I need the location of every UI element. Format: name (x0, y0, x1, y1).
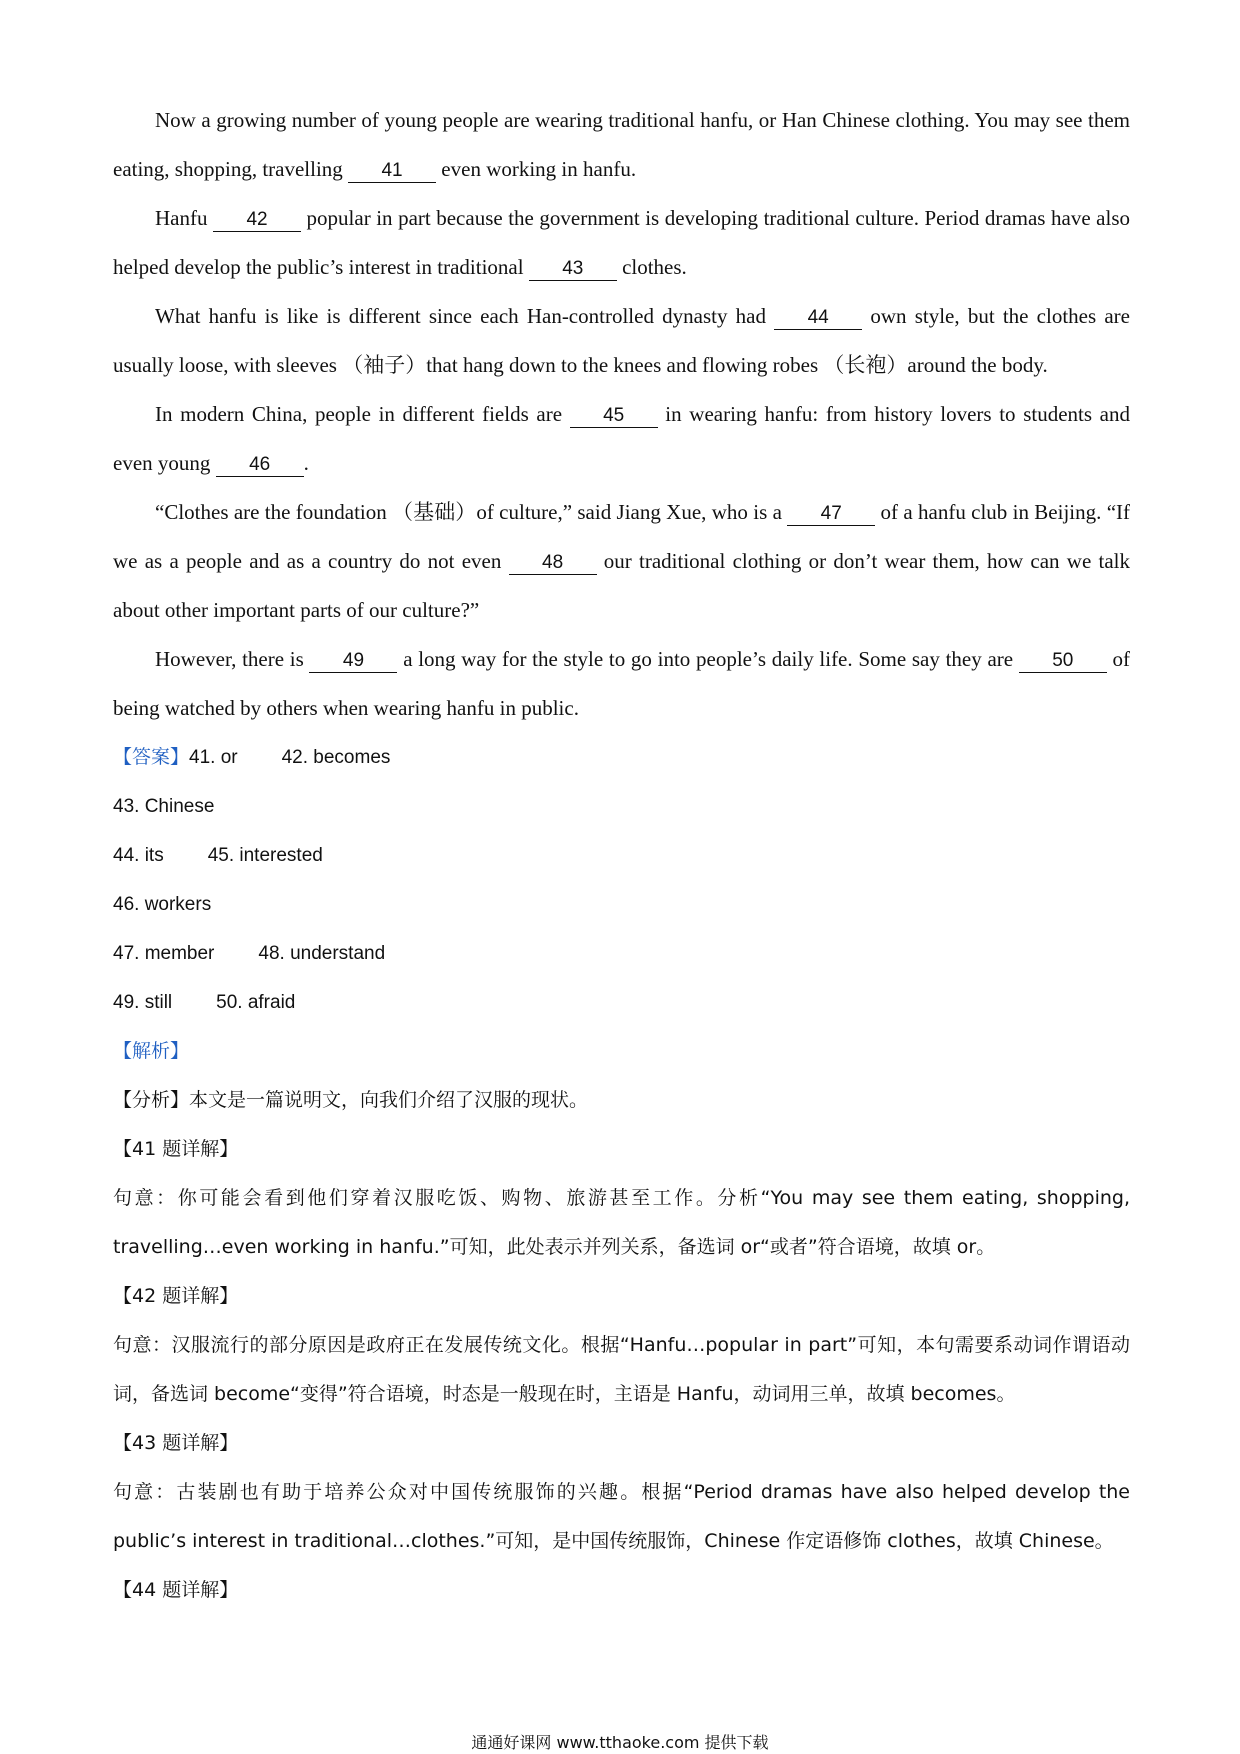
answer-row (113, 880, 1130, 929)
answer-50: 50. afraid (216, 992, 296, 1013)
answer-49: 49. still (113, 992, 173, 1013)
passage-paragraph-5: “Clothes are the foundation （基础）of culture,” said Jiang Xue, who is a 47 of a hanfu club in Beijing. “If we as a people and as a country do not even 48 our traditional clothing or don’t wear them, how can we talk about other important parts of our culture?” (113, 500, 1130, 622)
answer-tag: 【答案】 (113, 747, 190, 768)
q41-explanation: 句意：你可能会看到他们穿着汉服吃饭、购物、旅游甚至工作。分析“You may see them eating, shopping, travelling…even working in hanfu.”可知，此处表示并列关系，备选词 or“或者”符合语境，故填 or。 (113, 1187, 1130, 1258)
answer-row (113, 733, 1130, 782)
blank-48: 48 (509, 552, 597, 575)
blank-50: 50 (1019, 650, 1107, 673)
answer-48: 48. understand (258, 943, 386, 964)
analysis-tag: 【解析】 (113, 1040, 190, 1062)
answer-47: 47. member (113, 943, 215, 964)
q41-title: 【41 题详解】 (113, 1138, 239, 1160)
answer-44: 44. its (113, 845, 164, 866)
answer-42: 42. becomes (281, 747, 391, 768)
answer-45: 45. interested (207, 845, 323, 866)
passage-paragraph-3: What hanfu is like is different since each Han-controlled dynasty had 44 own style, but the clothes are usually loose, with sleeves （袖子）that hang down to the knees and flowing robes （长袍）around the body. (113, 304, 1130, 377)
q42-title: 【42 题详解】 (113, 1285, 239, 1307)
blank-42: 42 (213, 209, 301, 232)
answer-key (113, 733, 1130, 1027)
blank-47: 47 (787, 503, 875, 526)
blank-46: 46 (216, 454, 304, 477)
passage-paragraph-6: However, there is 49 a long way for the style to go into people’s daily life. Some say they are 50 of being watched by others when wearing hanfu in public. (113, 647, 1130, 720)
passage-paragraph-2: Hanfu 42 popular in part because the government is developing traditional culture. Period dramas have also helped develop the public’s interest in traditional 43 clothes. (113, 206, 1130, 279)
answer-46: 46. workers (113, 894, 212, 915)
blank-45: 45 (570, 405, 658, 428)
answer-row (113, 978, 1130, 1027)
analysis-summary: 【分析】本文是一篇说明文，向我们介绍了汉服的现状。 (113, 1089, 589, 1111)
q43-title: 【43 题详解】 (113, 1432, 239, 1454)
answer-41: 41. or (189, 747, 238, 768)
cloze-passage (113, 96, 1130, 733)
analysis-section (113, 1027, 1130, 1615)
answer-row (113, 929, 1130, 978)
blank-41: 41 (348, 160, 436, 183)
blank-43: 43 (529, 258, 617, 281)
passage-paragraph-4: In modern China, people in different fields are 45 in wearing hanfu: from history lovers to students and even young 46 . (113, 402, 1130, 475)
q44-title: 【44 题详解】 (113, 1579, 239, 1601)
blank-44: 44 (774, 307, 862, 330)
q42-explanation: 句意：汉服流行的部分原因是政府正在发展传统文化。根据“Hanfu…popular in part”可知，本句需要系动词作谓语动词，备选词 become“变得”符合语境，时态是一般现在时，主语是 Hanfu，动词用三单，故填 becomes。 (113, 1334, 1130, 1405)
answer-43: 43. Chinese (113, 796, 215, 817)
answer-row (113, 782, 1130, 831)
passage-paragraph-1: Now a growing number of young people are wearing traditional hanfu, or Han Chinese clothing. You may see them eating, shopping, travelling 41 even working in hanfu. (113, 108, 1130, 181)
blank-49: 49 (309, 650, 397, 673)
q43-explanation: 句意：古装剧也有助于培养公众对中国传统服饰的兴趣。根据“Period dramas have also helped develop the public’s interest in traditional…clothes.”可知，是中国传统服饰，Chinese 作定语修饰 clothes，故填 Chinese。 (113, 1481, 1130, 1552)
answer-row (113, 831, 1130, 880)
page-footer: 通通好课网 www.tthaoke.com 提供下载 (471, 1733, 769, 1752)
